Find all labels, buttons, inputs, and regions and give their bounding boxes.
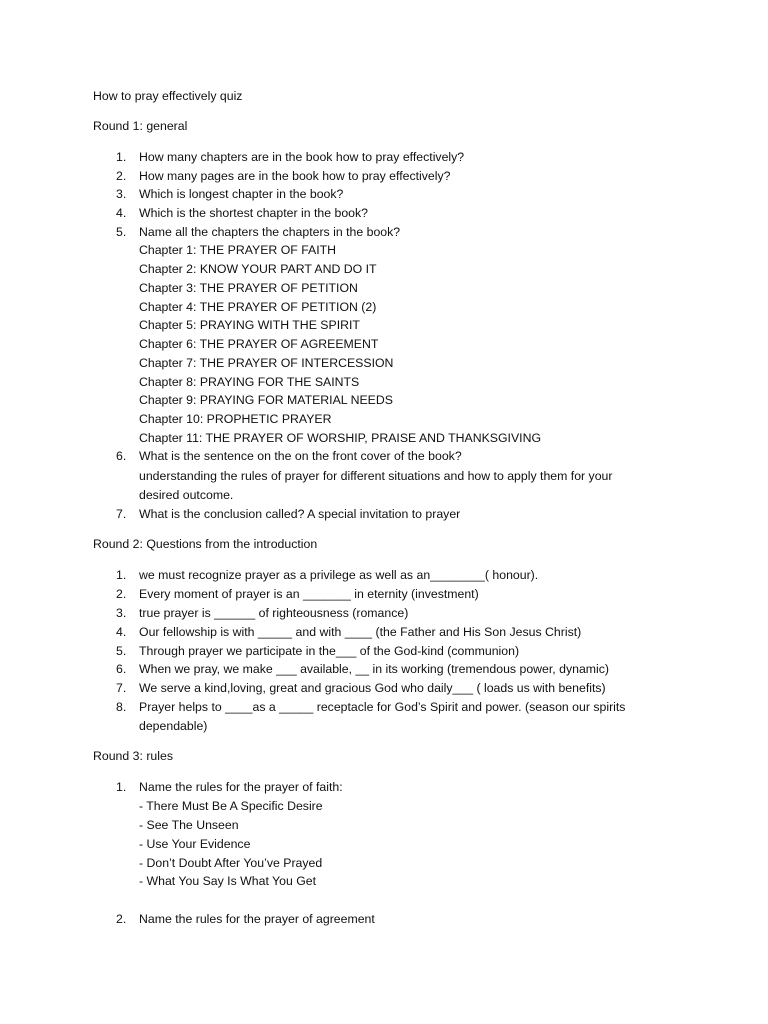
question-text: When we pray, we make ___ available, __ in its working (tremendous power, dynamic) — [139, 662, 610, 676]
item-number: 6. — [116, 449, 127, 463]
round-heading: Round 1: general — [93, 119, 188, 133]
question-text: we must recognize prayer as a privilege as well as an________( honour). — [139, 568, 539, 582]
question-text: Through prayer we participate in the___ of the God-kind (communion) — [139, 644, 520, 658]
chapter-line: Chapter 5: PRAYING WITH THE SPIRIT — [139, 318, 360, 332]
chapter-line: Chapter 6: THE PRAYER OF AGREEMENT — [139, 337, 379, 351]
question-text: How many chapters are in the book how to pray effectively? — [139, 150, 465, 164]
item-number: 2. — [116, 587, 127, 601]
question-text: dependable) — [139, 719, 208, 733]
question-text: Which is longest chapter in the book? — [139, 187, 344, 201]
question-text: Prayer helps to ____as a _____ receptacle for God’s Spirit and power. (season our spirits — [139, 700, 626, 714]
chapter-line: Chapter 2: KNOW YOUR PART AND DO IT — [139, 262, 377, 276]
question-text: We serve a kind,loving, great and gracious God who daily___ ( loads us with benefits) — [139, 681, 606, 695]
question-text: Name all the chapters the chapters in the book? — [139, 225, 401, 239]
item-number: 4. — [116, 625, 127, 639]
chapter-line: Chapter 1: THE PRAYER OF FAITH — [139, 243, 337, 257]
item-number: 5. — [116, 644, 127, 658]
question-text: Name the rules for the prayer of agreement — [139, 912, 375, 926]
question-text: Our fellowship is with _____ and with ____ (the Father and His Son Jesus Christ) — [139, 625, 582, 639]
chapter-line: Chapter 4: THE PRAYER OF PETITION (2) — [139, 300, 377, 314]
rule-line: - Don’t Doubt After You’ve Prayed — [139, 856, 323, 870]
chapter-line: Chapter 11: THE PRAYER OF WORSHIP, PRAISE AND THANKSGIVING — [139, 431, 542, 445]
item-number: 5. — [116, 225, 127, 239]
item-number: 7. — [116, 681, 127, 695]
item-number: 3. — [116, 187, 127, 201]
item-number: 1. — [116, 568, 127, 582]
question-text: What is the sentence on the on the front cover of the book? — [139, 449, 462, 463]
question-text: How many pages are in the book how to pray effectively? — [139, 169, 451, 183]
question-text: Name the rules for the prayer of faith: — [139, 780, 343, 794]
chapter-line: Chapter 7: THE PRAYER OF INTERCESSION — [139, 356, 394, 370]
question-text: true prayer is ______ of righteousness (romance) — [139, 606, 409, 620]
item-number: 7. — [116, 507, 127, 521]
question-text: Every moment of prayer is an _______ in eternity (investment) — [139, 587, 479, 601]
question-text: Which is the shortest chapter in the book? — [139, 206, 368, 220]
rule-line: - See The Unseen — [139, 818, 239, 832]
chapter-line: Chapter 3: THE PRAYER OF PETITION — [139, 281, 358, 295]
chapter-line: Chapter 9: PRAYING FOR MATERIAL NEEDS — [139, 393, 393, 407]
item-number: 3. — [116, 606, 127, 620]
item-number: 1. — [116, 780, 127, 794]
rule-line: - Use Your Evidence — [139, 837, 251, 851]
question-text: What is the conclusion called? A special invitation to prayer — [139, 507, 461, 521]
item-number: 1. — [116, 150, 127, 164]
item-number: 6. — [116, 662, 127, 676]
item-number: 2. — [116, 169, 127, 183]
rule-line: - There Must Be A Specific Desire — [139, 799, 323, 813]
round-heading: Round 2: Questions from the introduction — [93, 537, 318, 551]
item-number: 2. — [116, 912, 127, 926]
chapter-line: Chapter 8: PRAYING FOR THE SAINTS — [139, 375, 360, 389]
item-number: 8. — [116, 700, 127, 714]
document-title: How to pray effectively quiz — [93, 89, 243, 103]
item-number: 4. — [116, 206, 127, 220]
round-heading: Round 3: rules — [93, 749, 173, 763]
answer-text: understanding the rules of prayer for different situations and how to apply them for your — [139, 469, 613, 483]
rule-line: - What You Say Is What You Get — [139, 874, 317, 888]
answer-text: desired outcome. — [139, 488, 234, 502]
chapter-line: Chapter 10: PROPHETIC PRAYER — [139, 412, 332, 426]
